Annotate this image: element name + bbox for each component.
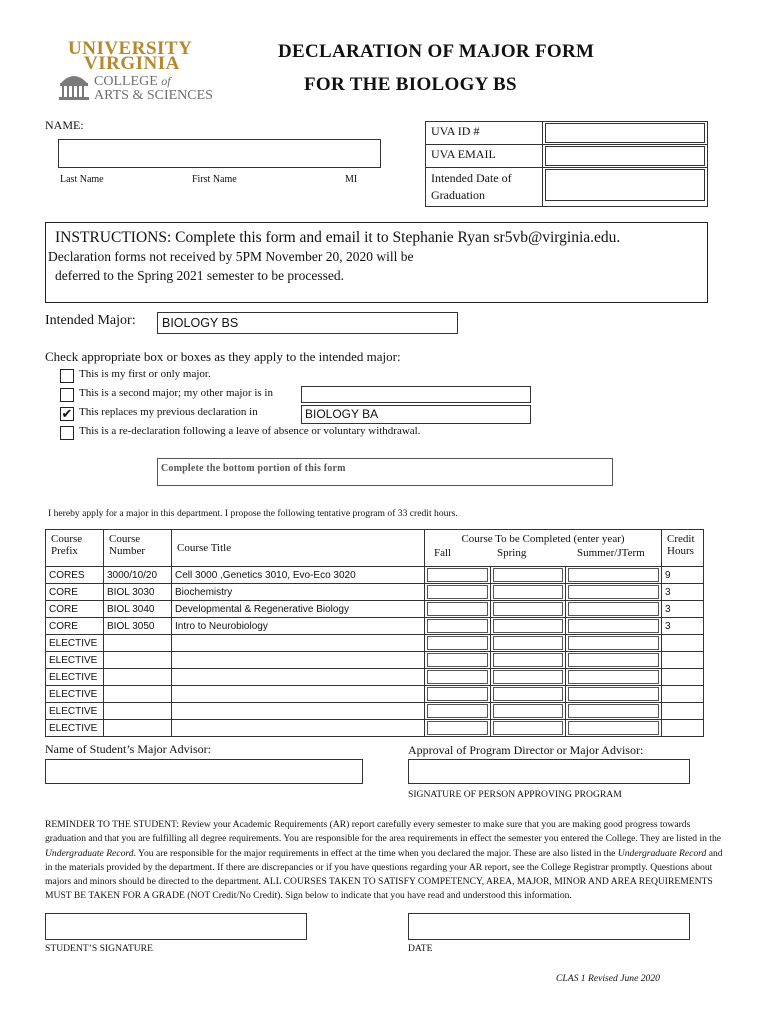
instructions-line3: deferred to the Spring 2021 semester to be processed.	[55, 268, 345, 283]
uva-email-label: UVA EMAIL	[426, 145, 543, 168]
course-number-cell[interactable]	[104, 703, 172, 720]
spring-year-cell	[491, 567, 566, 584]
course-title-cell[interactable]: Intro to Neurobiology	[172, 618, 425, 635]
course-number-cell[interactable]: BIOL 3050	[104, 618, 172, 635]
credit-hours-cell[interactable]: 3	[662, 601, 704, 618]
fall-year-cell	[425, 652, 491, 669]
course-title-cell[interactable]	[172, 652, 425, 669]
reminder-part1: REMINDER TO THE STUDENT: Review your Academic Requirements (AR) report carefully every semester to make sure that you are making good progress towards graduation and that you are fulfilling all degree requirements. You are responsible for the area requirements in effect the semester you entered the College. They are listed in the	[45, 819, 722, 845]
spring-year-cell	[491, 635, 566, 652]
name-input[interactable]	[58, 139, 381, 168]
header-credit-line2: Hours	[667, 545, 694, 557]
header-summer-jterm: Summer/JTerm	[577, 547, 645, 559]
spring-year-input[interactable]	[493, 636, 563, 650]
date-caption: DATE	[408, 943, 433, 954]
bottom-portion-note	[157, 458, 613, 486]
graduation-date-line1: Intended Date of	[431, 171, 512, 185]
reminder-part3: and in the materials provided by the department. If there are discrepancies or if you have questions regarding your AR report, see the College Registrar promptly. Questions about majors and minors should be directed to the department. ALL COURSES TAKEN TO SATISFY COMPETENCY, AREA, MAJOR, MINOR AND AREA REQUIREMENTS MUST BE TAKEN FOR A GRADE (NOT Credit/No Credit). Sign below to indicate that you have read and understood this information.	[45, 847, 723, 902]
table-row	[46, 720, 704, 737]
graduation-date-cell	[543, 168, 708, 207]
credit-hours-cell[interactable]	[662, 703, 704, 720]
table-row	[46, 635, 704, 652]
credit-hours-cell[interactable]	[662, 652, 704, 669]
header-number-line1: Course	[109, 533, 141, 545]
fall-year-cell	[425, 703, 491, 720]
course-prefix-cell: CORE	[46, 618, 104, 635]
other-major-input[interactable]	[301, 386, 531, 403]
approval-signature-caption: SIGNATURE OF PERSON APPROVING PROGRAM	[408, 789, 622, 800]
course-number-cell[interactable]: BIOL 3040	[104, 601, 172, 618]
fall-year-input[interactable]	[427, 704, 488, 718]
fall-year-input[interactable]	[427, 687, 488, 701]
table-row	[46, 703, 704, 720]
course-number-cell[interactable]	[104, 720, 172, 737]
course-number-cell[interactable]	[104, 669, 172, 686]
summer-year-input[interactable]	[568, 704, 659, 718]
summer-year-input[interactable]	[568, 653, 659, 667]
summer-year-cell	[566, 635, 662, 652]
fall-year-cell	[425, 669, 491, 686]
first-major-label: This is my first or only major.	[79, 368, 211, 380]
logo-of-text: of	[161, 74, 171, 88]
redeclaration-label: This is a re-declaration following a leave of absence or voluntary withdrawal.	[79, 425, 421, 437]
spring-year-cell	[491, 584, 566, 601]
course-title-cell[interactable]	[172, 669, 425, 686]
table-row	[46, 601, 704, 618]
name-label: NAME:	[45, 118, 84, 132]
credit-hours-cell[interactable]: 9	[662, 567, 704, 584]
header-course-completed	[425, 530, 662, 567]
previous-declaration-input[interactable]: BIOLOGY BA	[301, 405, 531, 424]
fall-year-cell	[425, 686, 491, 703]
student-signature-caption: STUDENT’S SIGNATURE	[45, 943, 153, 954]
form-subtitle: FOR THE BIOLOGY BS	[304, 74, 517, 95]
course-prefix-cell: ELECTIVE	[46, 635, 104, 652]
graduation-date-input[interactable]	[545, 169, 705, 201]
course-prefix-cell: ELECTIVE	[46, 720, 104, 737]
logo-virginia-text: VIRGINIA	[84, 53, 180, 74]
header-credit-line1: Credit	[667, 533, 695, 545]
spring-year-cell	[491, 703, 566, 720]
course-prefix-cell: CORE	[46, 601, 104, 618]
replaces-declaration-checkbox[interactable]: ✔	[61, 406, 73, 421]
fall-year-input[interactable]	[427, 670, 488, 684]
summer-year-cell	[566, 720, 662, 737]
form-title: DECLARATION OF MAJOR FORM	[278, 41, 595, 62]
spring-year-cell	[491, 669, 566, 686]
table-row	[46, 618, 704, 635]
header-prefix-line2: Prefix	[51, 545, 78, 557]
reminder-emphasis2: Undergraduate Record	[617, 847, 707, 859]
uva-email-cell	[543, 145, 708, 168]
first-major-checkbox[interactable]	[60, 369, 74, 383]
course-number-cell[interactable]	[104, 686, 172, 703]
second-major-checkbox[interactable]	[60, 388, 74, 402]
uva-id-label: UVA ID #	[426, 122, 543, 145]
fall-year-input[interactable]	[427, 636, 488, 650]
course-title-cell[interactable]	[172, 703, 425, 720]
summer-year-input[interactable]	[568, 585, 659, 599]
check-heading: Check appropriate box or boxes as they apply to the intended major:	[45, 349, 401, 364]
course-prefix-cell: ELECTIVE	[46, 669, 104, 686]
summer-year-input[interactable]	[568, 602, 659, 616]
spring-year-input[interactable]	[493, 653, 563, 667]
spring-year-input[interactable]	[493, 619, 563, 633]
spring-year-cell	[491, 686, 566, 703]
summer-year-cell	[566, 669, 662, 686]
spring-year-cell	[491, 720, 566, 737]
course-title-cell[interactable]	[172, 686, 425, 703]
summer-year-cell	[566, 703, 662, 720]
graduation-date-line2: Graduation	[431, 188, 485, 202]
course-title-cell[interactable]	[172, 635, 425, 652]
course-table	[45, 529, 704, 737]
fall-year-cell	[425, 635, 491, 652]
fall-year-input[interactable]	[427, 653, 488, 667]
spring-year-input[interactable]	[493, 687, 563, 701]
spring-year-cell	[491, 601, 566, 618]
rotunda-icon	[58, 71, 90, 101]
course-number-cell[interactable]: BIOL 3030	[104, 584, 172, 601]
course-title-cell[interactable]: Developmental & Regenerative Biology	[172, 601, 425, 618]
summer-year-cell	[566, 584, 662, 601]
header-spring: Spring	[497, 547, 527, 559]
credit-hours-cell[interactable]	[662, 686, 704, 703]
header-completed-label: Course To be Completed (enter year)	[461, 533, 625, 545]
student-id-table	[425, 121, 708, 207]
summer-year-cell	[566, 567, 662, 584]
fall-year-input[interactable]	[427, 585, 488, 599]
student-signature-input[interactable]	[45, 913, 307, 940]
fall-year-input[interactable]	[427, 602, 488, 616]
table-row	[46, 686, 704, 703]
credit-hours-cell[interactable]	[662, 669, 704, 686]
fall-year-cell	[425, 584, 491, 601]
fall-year-input[interactable]	[427, 619, 488, 633]
table-row	[46, 652, 704, 669]
logo-college-text: COLLEGE	[94, 74, 158, 89]
reminder-paragraph	[45, 818, 725, 904]
advisor-name-label: Name of Student’s Major Advisor:	[45, 742, 211, 756]
header-fall: Fall	[434, 547, 452, 559]
apply-statement: I hereby apply for a major in this department. I propose the following tentative program of 33 credit hours.	[48, 508, 458, 519]
last-name-caption: Last Name	[60, 174, 104, 185]
summer-year-input[interactable]	[568, 568, 659, 582]
header-prefix-line1: Course	[51, 533, 83, 545]
credit-hours-cell[interactable]: 3	[662, 618, 704, 635]
course-title-cell[interactable]: Biochemistry	[172, 584, 425, 601]
fall-year-cell	[425, 618, 491, 635]
university-logo	[58, 38, 213, 103]
date-input[interactable]	[408, 913, 690, 940]
bottom-portion-note-text: Complete the bottom portion of this form	[161, 463, 346, 474]
reminder-part2: . You are responsible for the major requirements in effect at the time when you declared the major. These are also listed in the	[133, 847, 618, 859]
course-number-cell[interactable]: 3000/10/20	[104, 567, 172, 584]
table-row	[46, 584, 704, 601]
spring-year-input[interactable]	[493, 704, 563, 718]
fall-year-cell	[425, 567, 491, 584]
fall-year-input[interactable]	[427, 568, 488, 582]
graduation-date-label	[426, 168, 543, 207]
instructions-line1: INSTRUCTIONS: Complete this form and email it to Stephanie Ryan sr5vb@virginia.edu.	[55, 229, 621, 246]
reminder-emphasis1: Undergraduate Record	[45, 847, 134, 859]
spring-year-cell	[491, 618, 566, 635]
intended-major-input[interactable]: BIOLOGY BS	[157, 312, 458, 334]
summer-year-cell	[566, 618, 662, 635]
intended-major-label: Intended Major:	[45, 313, 136, 328]
course-title-cell[interactable]: Cell 3000 ,Genetics 3010, Evo-Eco 3020	[172, 567, 425, 584]
summer-year-cell	[566, 652, 662, 669]
credit-hours-cell[interactable]: 3	[662, 584, 704, 601]
header-course-number	[104, 530, 172, 567]
credit-hours-cell[interactable]	[662, 720, 704, 737]
spring-year-input[interactable]	[493, 721, 563, 735]
logo-arts-sciences-text: ARTS & SCIENCES	[94, 88, 213, 103]
first-name-caption: First Name	[192, 174, 237, 185]
redeclaration-checkbox[interactable]	[60, 426, 74, 440]
second-major-label: This is a second major; my other major is in	[79, 387, 273, 399]
header-course-title: Course Title	[172, 530, 425, 567]
table-row	[46, 567, 704, 584]
course-prefix-cell: ELECTIVE	[46, 686, 104, 703]
advisor-name-input[interactable]	[45, 759, 363, 784]
summer-year-input[interactable]	[568, 670, 659, 684]
replaces-declaration-label: This replaces my previous declaration in	[79, 406, 258, 418]
approval-signature-input[interactable]	[408, 759, 690, 784]
revision-note: CLAS 1 Revised June 2020	[556, 973, 660, 984]
summer-year-input[interactable]	[568, 687, 659, 701]
header-course-prefix	[46, 530, 104, 567]
spring-year-input[interactable]	[493, 670, 563, 684]
course-rows	[46, 567, 704, 737]
course-title-cell[interactable]	[172, 720, 425, 737]
header-credit-hours	[662, 530, 704, 567]
summer-year-cell	[566, 686, 662, 703]
course-prefix-cell: ELECTIVE	[46, 703, 104, 720]
summer-year-cell	[566, 601, 662, 618]
course-prefix-cell: CORES	[46, 567, 104, 584]
header-number-line2: Number	[109, 545, 146, 557]
credit-hours-cell[interactable]	[662, 635, 704, 652]
uva-id-cell	[543, 122, 708, 145]
logo-university-text: UNIVERSITY	[68, 38, 193, 59]
course-prefix-cell: ELECTIVE	[46, 652, 104, 669]
fall-year-input[interactable]	[427, 721, 488, 735]
spring-year-cell	[491, 652, 566, 669]
spring-year-input[interactable]	[493, 602, 563, 616]
summer-year-input[interactable]	[568, 721, 659, 735]
table-row	[46, 669, 704, 686]
summer-year-input[interactable]	[568, 619, 659, 633]
instructions-box	[45, 222, 708, 303]
fall-year-cell	[425, 720, 491, 737]
mi-caption: MI	[345, 174, 358, 185]
uva-email-input[interactable]	[545, 146, 705, 166]
course-number-cell[interactable]	[104, 652, 172, 669]
course-number-cell[interactable]	[104, 635, 172, 652]
fall-year-cell	[425, 601, 491, 618]
summer-year-input[interactable]	[568, 636, 659, 650]
approval-label: Approval of Program Director or Major Advisor:	[408, 743, 644, 757]
instructions-line2: Declaration forms not received by 5PM November 20, 2020 will be	[48, 249, 414, 264]
course-prefix-cell: CORE	[46, 584, 104, 601]
spring-year-input[interactable]	[493, 585, 563, 599]
spring-year-input[interactable]	[493, 568, 563, 582]
uva-id-input[interactable]	[545, 123, 705, 143]
